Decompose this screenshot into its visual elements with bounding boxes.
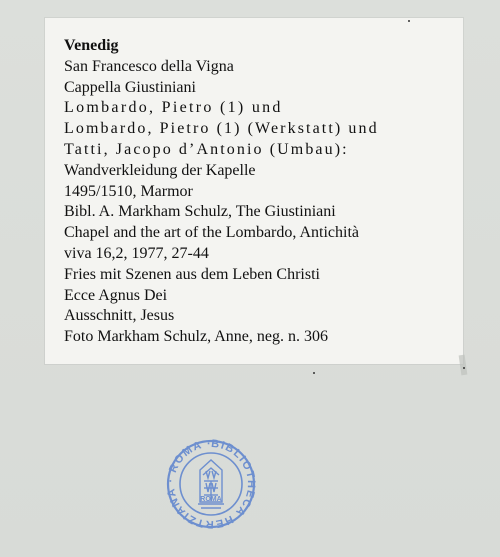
chapel-name: Cappella Giustiniani [64, 78, 196, 96]
paper-speck [408, 20, 410, 22]
stamp-inner-label: ROMA [200, 496, 222, 503]
paper-speck [313, 372, 315, 374]
bibliography-line-2: Chapel and the art of the Lombardo, Antichità [64, 224, 360, 242]
artist-line-1: Lombardo, Pietro (1) und [64, 99, 283, 117]
catalog-text [64, 36, 456, 348]
artist-line-3: Tatti, Jacopo d’Antonio (Umbau): [64, 140, 349, 158]
photo-credit: Foto Markham Schulz, Anne, neg. n. 306 [64, 328, 328, 346]
church-name: San Francesco della Vigna [64, 57, 234, 75]
label-edge-shadow [459, 355, 468, 376]
subject-line-2: Ecce Agnus Dei [64, 286, 168, 304]
artist-line-2: Lombardo, Pietro (1) (Werkstatt) und [64, 120, 379, 138]
detail-line: Ausschnitt, Jesus [64, 307, 175, 325]
artwork-description: Wandverkleidung der Kapelle [64, 161, 256, 179]
date-material: 1495/1510, Marmor [64, 182, 193, 200]
paper-speck [463, 367, 465, 369]
subject-line-1: Fries mit Szenen aus dem Leben Christi [64, 265, 320, 283]
stamp-ring-text: BIBLIOTHECA HERTZIANA · ROMA · [164, 437, 258, 531]
library-stamp [163, 436, 259, 532]
bibliography-line-3: viva 16,2, 1977, 27-44 [64, 244, 209, 262]
bibliography-line-1: Bibl. A. Markham Schulz, The Giustiniani [64, 203, 336, 221]
place-title: Venedig [64, 37, 119, 54]
